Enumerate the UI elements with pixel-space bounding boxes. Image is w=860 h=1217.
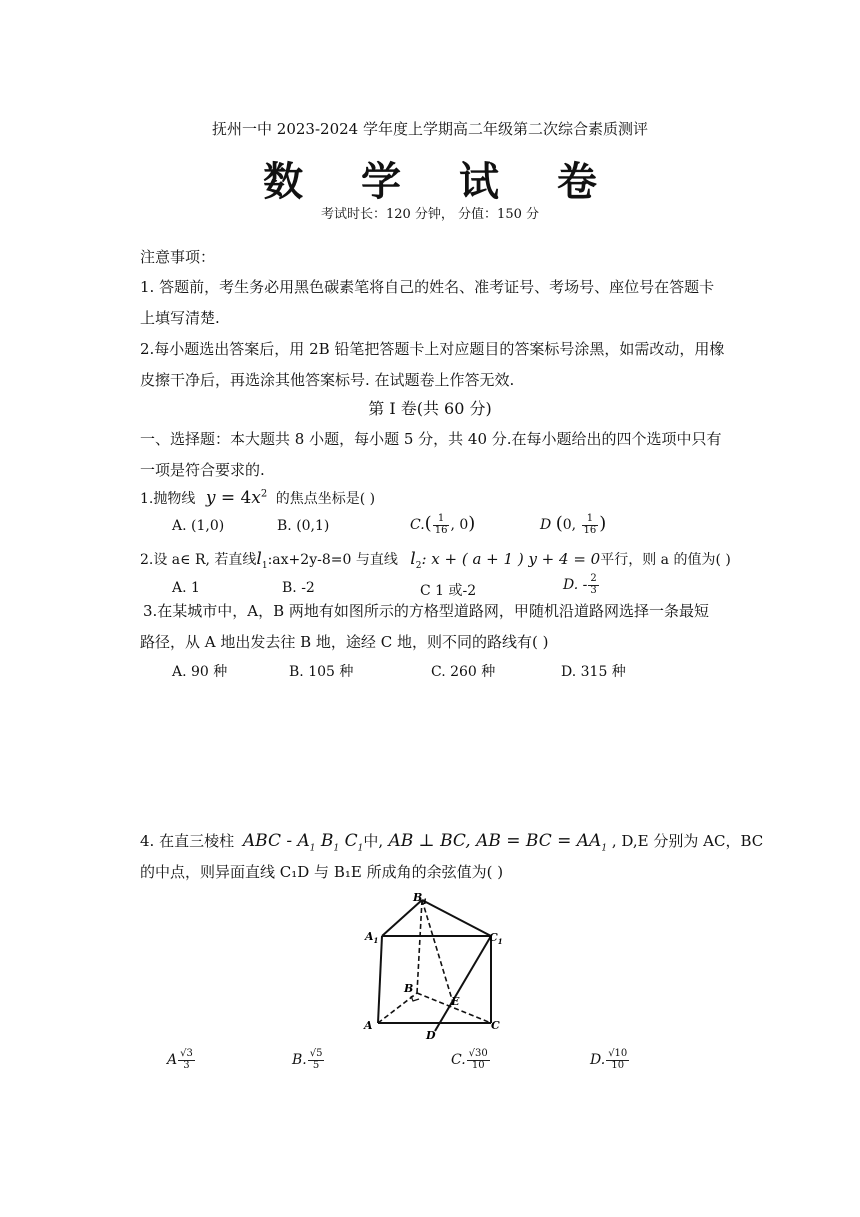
label-b1: $B_1$ (413, 891, 428, 906)
label-e: E (451, 995, 460, 1008)
section-instructions-line-1: 一、选择题：本大题共 8 小题，每小题 5 分，共 40 分.在每小题给出的四个选项中只有 (140, 430, 722, 448)
q4-mid: 中, (363, 832, 384, 850)
q3-option-d: D. 315 种 (561, 664, 626, 680)
q4-option-d-fraction: $\frac{√10}{10}$ (608, 1048, 628, 1071)
note-2-line-1: 2.每小题选出答案后，用 2B 铅笔把答题卡上对应题目的答案标号涂黑，如需改动，用橡 (140, 340, 725, 358)
notes-heading: 注意事项： (140, 248, 216, 266)
question-3-line-2: 路径，从 A 地出发去往 B 地，途经 C 地，则不同的路线有( ) (140, 633, 549, 651)
q4-prefix: 4. 在直三棱柱 (140, 832, 235, 850)
q1-formula-x: x (251, 488, 261, 508)
q4-suffix: , D,E 分别为 AC，BC (607, 832, 764, 850)
q2-l2-equation: : x + ( a + 1 ) y + 4 = 0 (421, 550, 601, 568)
q1-option-a: A. (1,0) (172, 518, 225, 534)
page-title: 数 学 试 卷 (263, 159, 619, 205)
q2-l1-equation: :ax+2y-8=0 与直线 (267, 552, 398, 568)
prism-figure (355, 888, 515, 1048)
question-4-line-2: 的中点，则异面直线 C₁D 与 B₁E 所成角的余弦值为( ) (140, 863, 504, 881)
q1-formula (206, 488, 267, 508)
q1-formula-eq: = 4 (215, 488, 252, 508)
q4-option-c-fraction: $\frac{√30}{10}$ (468, 1048, 488, 1071)
q1-option-c-label: C. (410, 517, 425, 533)
label-c1: $C_1$ (489, 931, 503, 946)
q2-option-d-label: D. - (563, 577, 588, 593)
q4-option-c-label: C. (451, 1052, 466, 1068)
q2-option-d (563, 574, 600, 596)
question-1-stem (140, 488, 375, 508)
prism-solid-edges (378, 900, 491, 1031)
q4-option-a-label: A (167, 1052, 178, 1068)
section-instructions-line-2: 一项是符合要求的. (140, 461, 265, 479)
q1-option-c-fraction: $\frac{1}{16}$ (434, 513, 448, 536)
label-a: A (364, 1019, 373, 1032)
q2-option-c: C 1 或-2 (420, 583, 477, 599)
q2-l1-sub: 1 (261, 560, 268, 571)
q4-condition: AB ⊥ BC, AB = BC = $AA_1$ (383, 831, 608, 854)
part1-heading: 第 I 卷(共 60 分) (368, 399, 492, 418)
note-2-line-2: 皮擦干净后，再选涂其他答案标号. 在试题卷上作答无效. (140, 371, 515, 389)
q2-l2-symbol: l (410, 549, 416, 569)
q1-formula-y: y (205, 488, 216, 508)
label-b: B (404, 982, 414, 995)
q1-option-d-head: 0, (562, 517, 581, 533)
q1-formula-exp: 2 (260, 488, 268, 500)
question-4-line-1 (140, 830, 763, 853)
q2-option-a: A. 1 (172, 580, 200, 596)
question-2-stem (140, 549, 731, 571)
note-1-line-2: 上填写清楚. (140, 309, 220, 327)
q4-option-d-label: D. (590, 1052, 606, 1068)
q2-stem-prefix: 2.设 a∈ R, 若直线 (140, 552, 257, 568)
label-c: C (491, 1019, 500, 1032)
q3-option-b: B. 105 种 (289, 664, 354, 680)
q1-option-c: C.( $\frac{1}{16}$ , 0) (410, 513, 476, 536)
q4-option-b (292, 1049, 325, 1071)
q1-option-d-label: D (540, 517, 552, 533)
q2-l2-sub: 2 (415, 560, 422, 571)
q3-option-c: C. 260 种 (431, 664, 496, 680)
q4-option-a (167, 1049, 196, 1071)
q4-prism: ABC - $A_1$ $B_1$ $C_1$ (242, 831, 364, 854)
q1-stem-suffix: 的焦点坐标是( ) (275, 491, 376, 507)
label-a1: $A_1$ (365, 930, 379, 945)
q4-option-d (590, 1049, 630, 1071)
exam-header-line: 抚州一中 2023-2024 学年度上学期高二年级第二次综合素质测评 (212, 120, 648, 138)
q3-option-a: A. 90 种 (172, 664, 228, 680)
q4-option-b-fraction: $\frac{√5}{5}$ (309, 1048, 323, 1071)
q4-option-a-fraction: $\frac{√3}{3}$ (180, 1048, 193, 1071)
q1-option-d-fraction: $\frac{1}{16}$ (583, 513, 597, 536)
q1-stem-prefix: 1.抛物线 (140, 491, 196, 507)
q1-option-d: D (0, $\frac{1}{16}$ ) (540, 513, 607, 536)
note-1-line-1: 1. 答题前，考生务必用黑色碳素笔将自己的姓名、准考证号、考场号、座位号在答题卡 (140, 278, 715, 296)
q2-option-d-fraction: $\frac{2}{3}$ (590, 573, 597, 596)
q2-l1-symbol: l (256, 549, 262, 569)
q2-option-b: B. -2 (282, 580, 315, 596)
q1-option-c-tail: , 0 (450, 517, 469, 533)
prism-hidden-edges (378, 900, 491, 1023)
question-3-line-1: 3.在某城市中，A，B 两地有如图所示的方格型道路网，甲随机沿道路网选择一条最短 (143, 602, 709, 620)
q4-option-c (451, 1049, 491, 1071)
exam-meta: 考试时长：120 分钟， 分值：150 分 (320, 207, 540, 222)
q1-option-b: B. (0,1) (277, 518, 330, 534)
q4-option-b-label: B. (292, 1052, 307, 1068)
q2-stem-suffix: 平行，则 a 的值为( ) (600, 552, 731, 568)
label-d: D (426, 1029, 436, 1042)
